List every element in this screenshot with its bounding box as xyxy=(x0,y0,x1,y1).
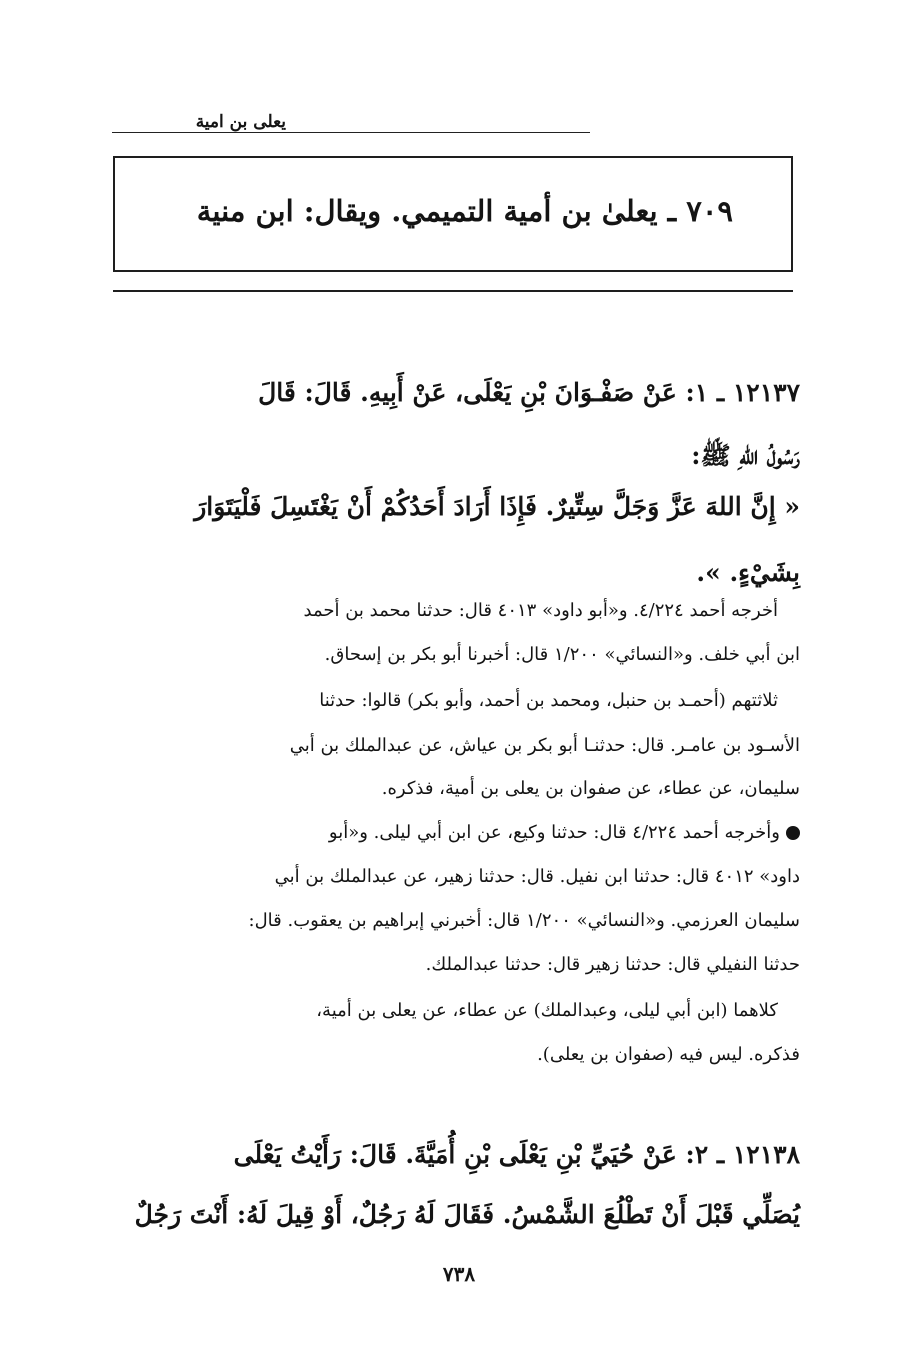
hadith-2-line-2: يُصَلِّي قَبْلَ أَنْ تَطْلُعَ الشَّمْسُ. فَقَالَ لَهُ رَجُلٌ، أَوْ قِيلَ لَهُ: أَنْتَ رَجُلٌ xyxy=(134,1200,800,1229)
header-rule xyxy=(112,132,590,133)
note-1-line-4: الأسـود بن عامـر. قال: حدثنـا أبو بكر بن عياش، عن عبدالملك بن أبي xyxy=(289,735,800,756)
running-header xyxy=(112,112,796,142)
note-2-line-1 xyxy=(329,822,800,843)
note-2-line-6: فذكره. ليس فيه (صفوان بن يعلى). xyxy=(537,1044,800,1065)
hadith-1-line-1: ١٢١٣٧ ـ ١: عَنْ صَفْـوَانَ بْنِ يَعْلَى، عَنْ أَبِيهِ. قَالَ: قَالَ xyxy=(258,378,800,407)
note-1-line-1: أخرجه أحمد ٤/٢٢٤. و«أبو داود» ٤٠١٣ قال: حدثنا محمد بن أحمد xyxy=(303,600,778,621)
note-2-line-2: داود» ٤٠١٢ قال: حدثنا ابن نفيل. قال: حدثنا زهير، عن عبدالملك بن أبي xyxy=(274,866,800,887)
bullet-icon xyxy=(786,826,800,840)
page-number: ٧٣٨ xyxy=(442,1262,476,1286)
note-1-line-5: سليمان، عن عطاء، عن صفوان بن يعلى بن أمية، فذكره. xyxy=(381,778,800,799)
note-2-line-4: حدثنا النفيلي قال: حدثنا زهير قال: حدثنا عبدالملك. xyxy=(425,954,800,975)
hadith-1-line-2: رَسُولُ اللهِ ﷺ: xyxy=(691,441,800,470)
hadith-1-line-4: بِشَيْءٍ. ». xyxy=(696,558,800,587)
chapter-title-box xyxy=(113,156,793,272)
title-rule xyxy=(113,290,793,292)
note-1-line-3: ثلاثتهم (أحمـد بن حنبل، ومحمد بن أحمد، وأبو بكر) قالوا: حدثنا xyxy=(319,690,778,711)
note-2-line-3: سليمان العرزمي. و«النسائي» ١/٢٠٠ قال: أخبرني إبراهيم بن يعقوب. قال: xyxy=(248,910,800,931)
running-title: يعلى بن امية xyxy=(195,112,286,132)
chapter-title: ٧٠٩ ـ يعلىٰ بن أمية التميمي. ويقال: ابن منية xyxy=(196,194,733,228)
note-2-line-5: كلاهما (ابن أبي ليلى، وعبدالملك) عن عطاء، عن يعلى بن أمية، xyxy=(316,1000,778,1021)
note-2-line-1-text: وأخرجه أحمد ٤/٢٢٤ قال: حدثنا وكيع، عن ابن أبي ليلى. و«أبو xyxy=(328,822,780,843)
note-1-line-2: ابن أبي خلف. و«النسائي» ١/٢٠٠ قال: أخبرنا أبو بكر بن إسحاق. xyxy=(324,644,800,665)
hadith-2-line-1: ١٢١٣٨ ـ ٢: عَنْ حُيَيِّ بْنِ يَعْلَى بْنِ أُمَيَّةَ. قَالَ: رَأَيْتُ يَعْلَى xyxy=(233,1140,800,1169)
hadith-1-line-3: « إِنَّ اللهَ عَزَّ وَجَلَّ سِتِّيرٌ. فَإِذَا أَرَادَ أَحَدُكُمْ أَنْ يَغْتَسِلَ فَلْيَتَوَارَ xyxy=(194,492,800,521)
